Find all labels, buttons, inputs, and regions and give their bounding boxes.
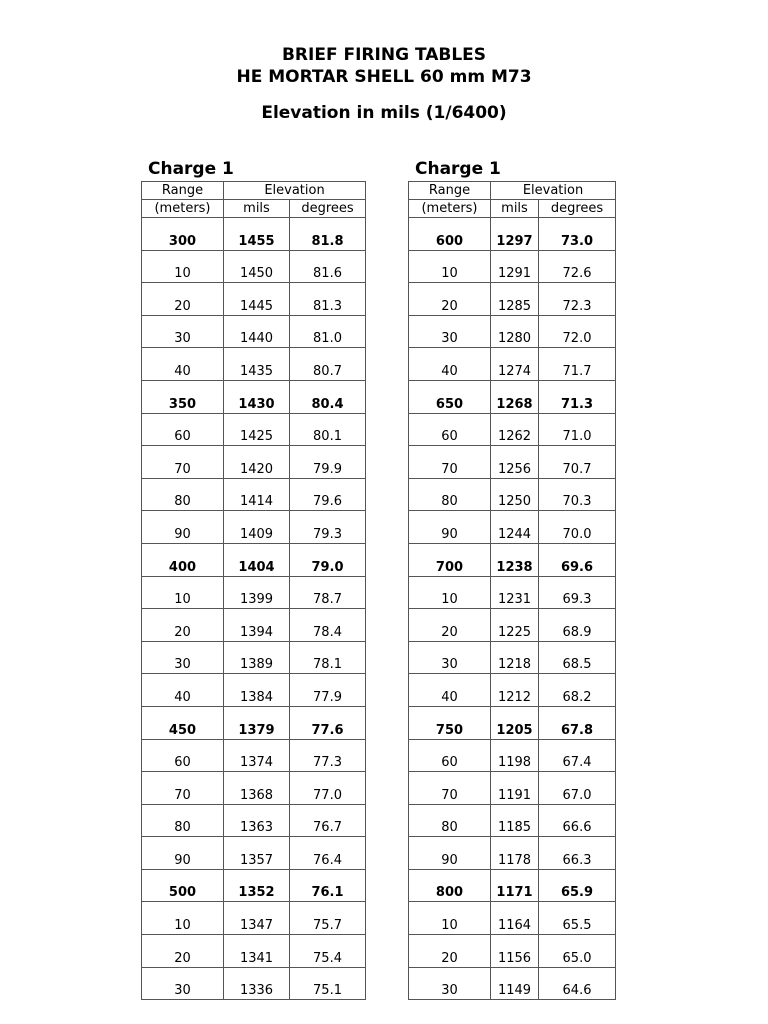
table-row xyxy=(409,576,616,609)
mils-cell: 1171 xyxy=(491,869,539,902)
range-cell: 30 xyxy=(142,967,224,1000)
degrees-cell: 72.0 xyxy=(539,315,616,348)
range-cell: 70 xyxy=(142,772,224,805)
header-range: Range xyxy=(142,182,224,200)
degrees-cell: 79.9 xyxy=(290,446,366,479)
degrees-cell: 78.1 xyxy=(290,641,366,674)
mils-cell: 1455 xyxy=(224,218,290,251)
subheader-mils: mils xyxy=(224,200,290,218)
range-cell: 60 xyxy=(142,413,224,446)
range-cell: 650 xyxy=(409,380,491,413)
mils-cell: 1164 xyxy=(491,902,539,935)
mils-cell: 1336 xyxy=(224,967,290,1000)
degrees-cell: 71.3 xyxy=(539,380,616,413)
mils-cell: 1274 xyxy=(491,348,539,381)
mils-cell: 1185 xyxy=(491,804,539,837)
left-firing-table xyxy=(141,181,366,1000)
mils-cell: 1268 xyxy=(491,380,539,413)
table-row xyxy=(142,315,366,348)
table-row xyxy=(409,804,616,837)
degrees-cell: 68.5 xyxy=(539,641,616,674)
table-row xyxy=(409,543,616,576)
degrees-cell: 76.7 xyxy=(290,804,366,837)
degrees-cell: 72.3 xyxy=(539,283,616,316)
right-firing-table xyxy=(408,181,616,1000)
range-cell: 10 xyxy=(142,902,224,935)
mils-cell: 1357 xyxy=(224,837,290,870)
table-row xyxy=(142,804,366,837)
table-row xyxy=(409,250,616,283)
degrees-cell: 76.4 xyxy=(290,837,366,870)
degrees-cell: 70.3 xyxy=(539,478,616,511)
mils-cell: 1404 xyxy=(224,543,290,576)
degrees-cell: 76.1 xyxy=(290,869,366,902)
range-cell: 40 xyxy=(142,348,224,381)
mils-cell: 1450 xyxy=(224,250,290,283)
subheader-degrees: degrees xyxy=(539,200,616,218)
degrees-cell: 79.0 xyxy=(290,543,366,576)
degrees-cell: 65.9 xyxy=(539,869,616,902)
range-cell: 20 xyxy=(142,935,224,968)
table-row xyxy=(142,935,366,968)
document-header xyxy=(0,44,768,124)
range-cell: 40 xyxy=(409,674,491,707)
range-cell: 90 xyxy=(142,511,224,544)
table-row xyxy=(142,772,366,805)
degrees-cell: 78.7 xyxy=(290,576,366,609)
left-charge-label: Charge 1 xyxy=(148,159,234,179)
range-cell: 750 xyxy=(409,706,491,739)
table-row xyxy=(142,380,366,413)
mils-cell: 1435 xyxy=(224,348,290,381)
mils-cell: 1256 xyxy=(491,446,539,479)
range-cell: 80 xyxy=(409,804,491,837)
degrees-cell: 81.3 xyxy=(290,283,366,316)
table-row xyxy=(142,902,366,935)
degrees-cell: 75.7 xyxy=(290,902,366,935)
mils-cell: 1352 xyxy=(224,869,290,902)
title-line-3: Elevation in mils (1/6400) xyxy=(261,103,507,123)
range-cell: 60 xyxy=(409,739,491,772)
degrees-cell: 69.6 xyxy=(539,543,616,576)
mils-cell: 1368 xyxy=(224,772,290,805)
degrees-cell: 80.1 xyxy=(290,413,366,446)
mils-cell: 1212 xyxy=(491,674,539,707)
range-cell: 10 xyxy=(142,576,224,609)
table-row xyxy=(409,609,616,642)
subheader-mils: mils xyxy=(491,200,539,218)
degrees-cell: 77.3 xyxy=(290,739,366,772)
mils-cell: 1384 xyxy=(224,674,290,707)
degrees-cell: 68.9 xyxy=(539,609,616,642)
degrees-cell: 67.8 xyxy=(539,706,616,739)
mils-cell: 1178 xyxy=(491,837,539,870)
right-charge-label: Charge 1 xyxy=(415,159,501,179)
range-cell: 70 xyxy=(142,446,224,479)
mils-cell: 1205 xyxy=(491,706,539,739)
table-row xyxy=(409,837,616,870)
range-cell: 10 xyxy=(409,250,491,283)
table-row xyxy=(142,218,366,251)
table-row xyxy=(142,739,366,772)
degrees-cell: 80.4 xyxy=(290,380,366,413)
table-row xyxy=(409,674,616,707)
table-row xyxy=(409,478,616,511)
range-cell: 10 xyxy=(409,902,491,935)
table-row xyxy=(409,772,616,805)
degrees-cell: 78.4 xyxy=(290,609,366,642)
table-row xyxy=(409,869,616,902)
mils-cell: 1280 xyxy=(491,315,539,348)
mils-cell: 1399 xyxy=(224,576,290,609)
degrees-cell: 77.6 xyxy=(290,706,366,739)
mils-cell: 1285 xyxy=(491,283,539,316)
range-cell: 40 xyxy=(409,348,491,381)
table-row xyxy=(142,543,366,576)
mils-cell: 1149 xyxy=(491,967,539,1000)
range-cell: 300 xyxy=(142,218,224,251)
degrees-cell: 70.7 xyxy=(539,446,616,479)
header-elevation: Elevation xyxy=(491,182,616,200)
degrees-cell: 77.0 xyxy=(290,772,366,805)
degrees-cell: 77.9 xyxy=(290,674,366,707)
range-cell: 30 xyxy=(409,641,491,674)
degrees-cell: 64.6 xyxy=(539,967,616,1000)
mils-cell: 1341 xyxy=(224,935,290,968)
table-row xyxy=(409,739,616,772)
degrees-cell: 79.6 xyxy=(290,478,366,511)
table-row xyxy=(409,283,616,316)
table-row xyxy=(409,446,616,479)
right-table-body xyxy=(409,218,616,1000)
range-cell: 80 xyxy=(142,478,224,511)
mils-cell: 1244 xyxy=(491,511,539,544)
range-cell: 90 xyxy=(142,837,224,870)
range-cell: 20 xyxy=(142,609,224,642)
mils-cell: 1291 xyxy=(491,250,539,283)
degrees-cell: 65.0 xyxy=(539,935,616,968)
subheader-meters: (meters) xyxy=(142,200,224,218)
range-cell: 90 xyxy=(409,511,491,544)
range-cell: 800 xyxy=(409,869,491,902)
table-row xyxy=(409,902,616,935)
range-cell: 20 xyxy=(409,609,491,642)
table-row xyxy=(409,706,616,739)
header-elevation: Elevation xyxy=(224,182,366,200)
table-row xyxy=(142,967,366,1000)
range-cell: 20 xyxy=(409,283,491,316)
left-table-body xyxy=(142,218,366,1000)
range-cell: 20 xyxy=(142,283,224,316)
degrees-cell: 73.0 xyxy=(539,218,616,251)
mils-cell: 1414 xyxy=(224,478,290,511)
table-row xyxy=(409,935,616,968)
subheader-degrees: degrees xyxy=(290,200,366,218)
range-cell: 350 xyxy=(142,380,224,413)
table-row xyxy=(409,348,616,381)
degrees-cell: 67.4 xyxy=(539,739,616,772)
range-cell: 90 xyxy=(409,837,491,870)
table-row xyxy=(142,446,366,479)
mils-cell: 1379 xyxy=(224,706,290,739)
degrees-cell: 80.7 xyxy=(290,348,366,381)
header-range: Range xyxy=(409,182,491,200)
mils-cell: 1409 xyxy=(224,511,290,544)
table-row xyxy=(409,413,616,446)
range-cell: 10 xyxy=(142,250,224,283)
table-row xyxy=(409,218,616,251)
range-cell: 80 xyxy=(142,804,224,837)
table-row xyxy=(409,967,616,1000)
range-cell: 30 xyxy=(409,315,491,348)
mils-cell: 1231 xyxy=(491,576,539,609)
mils-cell: 1420 xyxy=(224,446,290,479)
table-row xyxy=(409,641,616,674)
degrees-cell: 66.6 xyxy=(539,804,616,837)
range-cell: 400 xyxy=(142,543,224,576)
mils-cell: 1440 xyxy=(224,315,290,348)
mils-cell: 1445 xyxy=(224,283,290,316)
degrees-cell: 68.2 xyxy=(539,674,616,707)
mils-cell: 1250 xyxy=(491,478,539,511)
range-cell: 60 xyxy=(409,413,491,446)
mils-cell: 1198 xyxy=(491,739,539,772)
mils-cell: 1430 xyxy=(224,380,290,413)
table-row xyxy=(142,250,366,283)
degrees-cell: 75.4 xyxy=(290,935,366,968)
title-line-1: BRIEF FIRING TABLES xyxy=(281,45,487,65)
degrees-cell: 65.5 xyxy=(539,902,616,935)
range-cell: 70 xyxy=(409,446,491,479)
mils-cell: 1191 xyxy=(491,772,539,805)
mils-cell: 1156 xyxy=(491,935,539,968)
table-row xyxy=(142,478,366,511)
table-row xyxy=(142,348,366,381)
range-cell: 450 xyxy=(142,706,224,739)
range-cell: 700 xyxy=(409,543,491,576)
mils-cell: 1238 xyxy=(491,543,539,576)
table-row xyxy=(142,413,366,446)
table-row xyxy=(409,511,616,544)
degrees-cell: 71.7 xyxy=(539,348,616,381)
range-cell: 30 xyxy=(409,967,491,1000)
table-row xyxy=(142,641,366,674)
mils-cell: 1297 xyxy=(491,218,539,251)
table-row xyxy=(142,609,366,642)
table-row xyxy=(142,674,366,707)
degrees-cell: 75.1 xyxy=(290,967,366,1000)
table-row xyxy=(409,315,616,348)
degrees-cell: 66.3 xyxy=(539,837,616,870)
mils-cell: 1394 xyxy=(224,609,290,642)
mils-cell: 1425 xyxy=(224,413,290,446)
range-cell: 600 xyxy=(409,218,491,251)
table-row xyxy=(409,380,616,413)
degrees-cell: 70.0 xyxy=(539,511,616,544)
range-cell: 80 xyxy=(409,478,491,511)
range-cell: 20 xyxy=(409,935,491,968)
table-row xyxy=(142,511,366,544)
degrees-cell: 69.3 xyxy=(539,576,616,609)
mils-cell: 1389 xyxy=(224,641,290,674)
mils-cell: 1363 xyxy=(224,804,290,837)
mils-cell: 1262 xyxy=(491,413,539,446)
degrees-cell: 81.0 xyxy=(290,315,366,348)
mils-cell: 1218 xyxy=(491,641,539,674)
range-cell: 500 xyxy=(142,869,224,902)
mils-cell: 1374 xyxy=(224,739,290,772)
degrees-cell: 81.8 xyxy=(290,218,366,251)
range-cell: 30 xyxy=(142,315,224,348)
degrees-cell: 71.0 xyxy=(539,413,616,446)
mils-cell: 1225 xyxy=(491,609,539,642)
table-row xyxy=(142,283,366,316)
range-cell: 30 xyxy=(142,641,224,674)
range-cell: 40 xyxy=(142,674,224,707)
mils-cell: 1347 xyxy=(224,902,290,935)
range-cell: 70 xyxy=(409,772,491,805)
degrees-cell: 81.6 xyxy=(290,250,366,283)
range-cell: 60 xyxy=(142,739,224,772)
table-row xyxy=(142,706,366,739)
title-line-2: HE MORTAR SHELL 60 mm M73 xyxy=(236,67,532,87)
degrees-cell: 67.0 xyxy=(539,772,616,805)
subheader-meters: (meters) xyxy=(409,200,491,218)
range-cell: 10 xyxy=(409,576,491,609)
degrees-cell: 79.3 xyxy=(290,511,366,544)
table-row xyxy=(142,869,366,902)
table-row xyxy=(142,837,366,870)
degrees-cell: 72.6 xyxy=(539,250,616,283)
table-row xyxy=(142,576,366,609)
